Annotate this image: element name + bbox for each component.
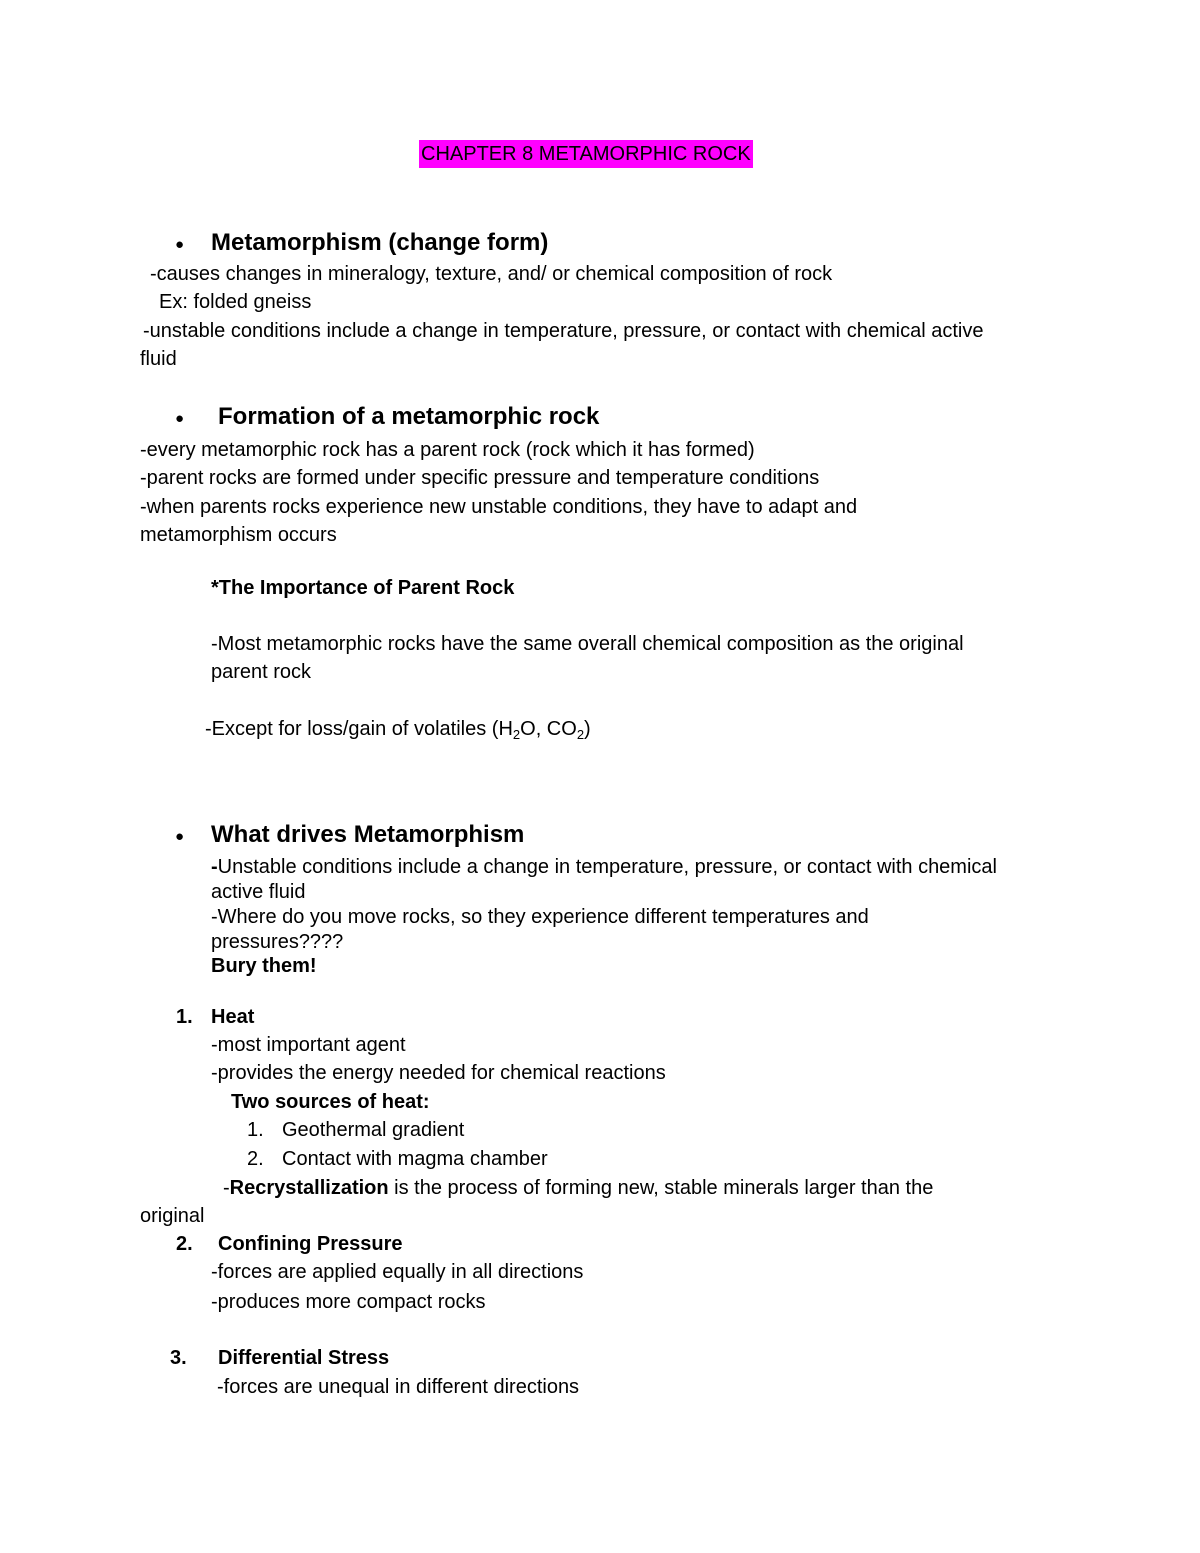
text-line: active fluid [211,881,306,903]
text-line: Ex: folded gneiss [159,291,312,313]
text-line: fluid [140,348,177,370]
text-line: -forces are applied equally in all directions [211,1261,584,1283]
volatiles-line: -Except for loss/gain of volatiles ($H_2O$, $CO_2$) [205,718,591,742]
recrystallization-line: -Recrystallization is the process of forming new, stable minerals larger than the [223,1177,934,1199]
text-line: parent rock [211,661,312,683]
text-line: -most important agent [211,1034,406,1056]
bullet-icon: ● [175,410,185,427]
text-line: -Most metamorphic rocks have the same overall chemical composition as the original [211,633,964,655]
text-line: -Where do you move rocks, so they experience different temperatures and [211,906,869,928]
agent-heat-label: Heat [211,1006,255,1028]
text-line: -unstable conditions include a change in temperature, pressure, or contact with chemical active [143,320,984,342]
heat-sources-label: Two sources of heat: [231,1091,430,1113]
text-line: -produces more compact rocks [211,1291,486,1313]
subheading-parent-rock: *The Importance of Parent Rock [211,577,515,599]
list-number: 2. [247,1148,264,1170]
section-heading-drives: What drives Metamorphism [211,821,525,848]
text-line: -every metamorphic rock has a parent rock (rock which it has formed) [140,439,755,461]
text-line: pressures???? [211,931,344,953]
list-number: 1. [176,1006,193,1028]
list-item: Contact with magma chamber [282,1148,548,1170]
text-line: -causes changes in mineralogy, texture, and/ or chemical composition of rock [150,263,833,285]
page-title: CHAPTER 8 METAMORPHIC ROCK [419,140,753,168]
text-line: original [140,1205,205,1227]
text-line: -Unstable conditions include a change in temperature, pressure, or contact with chemical [211,856,997,878]
list-number: 3. [170,1347,187,1369]
section-heading-metamorphism: Metamorphism (change form) [211,229,549,256]
list-number: 1. [247,1119,264,1141]
agent-differential-label: Differential Stress [218,1347,390,1369]
text-line: -parent rocks are formed under specific pressure and temperature conditions [140,467,820,489]
bullet-icon: ● [175,236,185,253]
text-line: metamorphism occurs [140,524,337,546]
list-number: 2. [176,1233,193,1255]
text-line: -forces are unequal in different directions [217,1376,580,1398]
text-line: -provides the energy needed for chemical reactions [211,1062,666,1084]
bullet-icon: ● [175,828,185,845]
section-heading-formation: Formation of a metamorphic rock [218,403,600,430]
agent-confining-label: Confining Pressure [218,1233,403,1255]
bury-them-text: Bury them! [211,955,317,977]
text-line: -when parents rocks experience new unstable conditions, they have to adapt and [140,496,858,518]
list-item: Geothermal gradient [282,1119,465,1141]
